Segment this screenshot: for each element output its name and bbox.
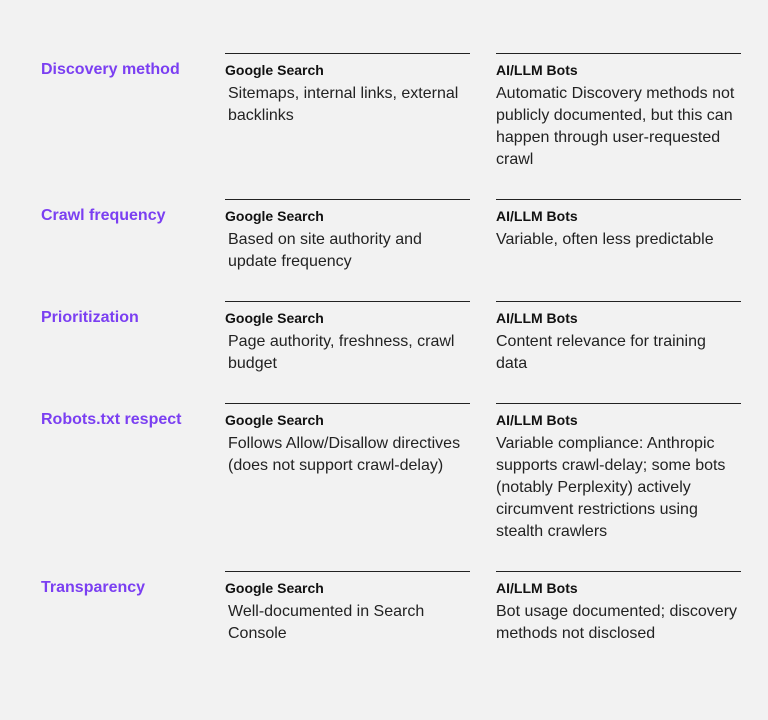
column-header: Google Search bbox=[225, 208, 324, 224]
column-header: Google Search bbox=[225, 310, 324, 326]
comparison-row bbox=[0, 53, 768, 171]
ai-bots-cell bbox=[496, 199, 741, 273]
cell-text: Well-documented in Search Console bbox=[228, 603, 425, 642]
cell-text: Bot usage documented; discovery methods not disclosed bbox=[496, 603, 738, 642]
cell-text: Based on site authority and update frequency bbox=[228, 231, 422, 270]
cell-text: Variable, often less predictable bbox=[496, 231, 714, 248]
comparison-row bbox=[0, 403, 768, 543]
column-header: AI/LLM Bots bbox=[496, 310, 578, 326]
cell-text: Automatic Discovery methods not publicly documented, but this can happen through user-requested crawl bbox=[496, 85, 735, 168]
comparison-row bbox=[0, 199, 768, 273]
ai-bots-cell bbox=[496, 301, 741, 375]
cell-text: Content relevance for training data bbox=[496, 333, 706, 372]
column-header: AI/LLM Bots bbox=[496, 412, 578, 428]
column-header: Google Search bbox=[225, 62, 324, 78]
row-label: Prioritization bbox=[41, 309, 139, 326]
google-search-cell bbox=[225, 199, 470, 273]
google-search-cell bbox=[225, 301, 470, 375]
ai-bots-cell bbox=[496, 53, 741, 171]
google-search-cell bbox=[225, 571, 470, 645]
cell-text: Page authority, freshness, crawl budget bbox=[228, 333, 455, 372]
ai-bots-cell bbox=[496, 403, 741, 543]
cell-text: Variable compliance: Anthropic supports crawl-delay; some bots (notably Perplexity) actively circumvent restrictions using stealth crawlers bbox=[496, 435, 726, 540]
column-header: Google Search bbox=[225, 580, 324, 596]
cell-text: Follows Allow/Disallow directives (does not support crawl-delay) bbox=[228, 435, 461, 474]
comparison-table bbox=[0, 53, 768, 673]
column-header: AI/LLM Bots bbox=[496, 580, 578, 596]
ai-bots-cell bbox=[496, 571, 741, 645]
comparison-row bbox=[0, 301, 768, 375]
cell-text: Sitemaps, internal links, external backlinks bbox=[228, 85, 459, 124]
column-header: AI/LLM Bots bbox=[496, 62, 578, 78]
google-search-cell bbox=[225, 403, 470, 543]
google-search-cell bbox=[225, 53, 470, 171]
row-label: Transparency bbox=[41, 579, 146, 596]
comparison-row bbox=[0, 571, 768, 645]
column-header: AI/LLM Bots bbox=[496, 208, 578, 224]
row-label: Crawl frequency bbox=[41, 207, 166, 224]
row-label: Discovery method bbox=[41, 61, 180, 78]
row-label: Robots.txt respect bbox=[41, 411, 182, 428]
column-header: Google Search bbox=[225, 412, 324, 428]
